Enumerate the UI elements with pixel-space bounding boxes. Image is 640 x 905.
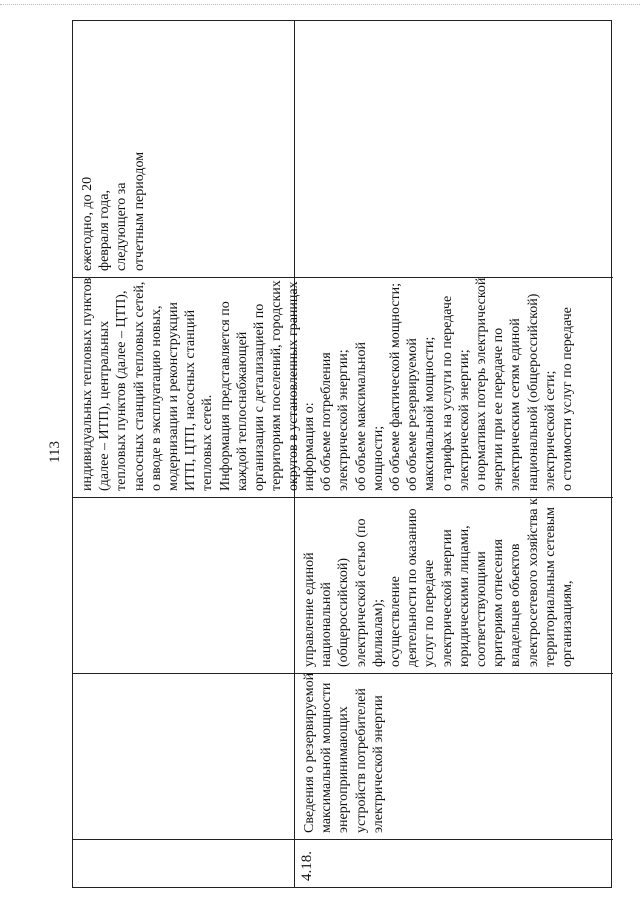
cont-information-line: индивидуальных тепловых пунктов	[80, 277, 95, 491]
row-responsible-line: осуществление	[388, 576, 404, 667]
cont-information-line: округов в установленных границах	[286, 281, 302, 491]
row-name-line: электрической энергии	[370, 695, 386, 833]
cont-information-line: организации с детализацией по	[252, 303, 268, 491]
cont-information-cell	[73, 277, 302, 497]
cont-information-line: тепловых сетей.	[200, 394, 216, 491]
row-information-line: электрической сети;	[542, 370, 558, 491]
cont-number-cell	[73, 839, 294, 887]
cont-period-line: следующего за	[114, 182, 130, 271]
row-name-cell	[295, 673, 613, 839]
row-responsible-line: деятельности по оказанию	[405, 508, 421, 667]
cont-information-line: о вводе в эксплуатацию новых,	[148, 305, 164, 491]
row-responsible-line: электрической сетью (по	[353, 518, 369, 667]
row-responsible-line: электросетевого хозяйства к	[525, 498, 541, 667]
row-responsible-line: соответствующими	[474, 551, 490, 667]
row-responsible-line: территориальным сетевым	[542, 506, 558, 667]
row-information-line: мощности;	[370, 425, 386, 491]
top-dotted-rule	[0, 4, 640, 5]
row-responsible-line: (общероссийской)	[336, 558, 352, 667]
row-information-line: о стоимости услуг по передаче	[560, 307, 576, 491]
cont-responsible-cell	[73, 497, 294, 673]
rotated-table-area	[72, 20, 612, 888]
table-row	[295, 21, 613, 887]
cont-period-line: ежегодно, до 20	[80, 176, 95, 271]
cont-information-line: модернизации и реконструкции	[166, 302, 182, 491]
continuation-row	[73, 21, 302, 887]
cont-period-line: отчетным периодом	[131, 151, 147, 271]
row-responsible-line: владельцев объектов	[508, 543, 524, 667]
row-information-line: об объеме резервируемой	[405, 338, 421, 491]
row-information-line: максимальной мощности;	[422, 336, 438, 491]
row-number: 4.18.	[295, 839, 613, 887]
row-responsible-line: управление единой	[302, 552, 317, 667]
row-information-line: электрическим сетям единой	[508, 318, 524, 491]
row-responsible-line: организациям,	[560, 580, 576, 667]
row-period-cell	[295, 19, 613, 277]
data-table	[72, 20, 612, 888]
row-information-line: об объеме фактической мощности;	[388, 282, 404, 491]
row-responsible-line: филиалам);	[370, 599, 386, 667]
row-information-line: электрической энергии;	[456, 349, 472, 491]
cont-information-line: территориям поселений, городских	[269, 280, 285, 491]
row-information-cell	[295, 277, 613, 497]
row-responsible-line: услуг по передаче	[422, 559, 438, 667]
cont-name-cell	[73, 673, 294, 839]
cont-period-line: февраля года,	[97, 190, 113, 271]
cont-information-line: тепловых пунктов (далее – ЦТП),	[114, 290, 130, 491]
row-information-line: об объеме потребления	[319, 352, 335, 491]
row-name-line: максимальной мощности	[319, 682, 335, 833]
row-information-line: о нормативах потерь электрической	[474, 277, 490, 491]
row-responsible-line: юридическими лицами,	[456, 525, 472, 667]
row-information-line: электрической энергии;	[336, 349, 352, 491]
row-information-line: о тарифах на услуги по передаче	[439, 295, 455, 491]
row-information-line: национальной (общероссийской)	[525, 293, 541, 491]
row-responsible-line: электрической энергии	[439, 529, 455, 667]
row-responsible-line: критериям отнесения	[491, 539, 507, 667]
cont-period-cell	[73, 19, 294, 277]
row-information-line: энергии при ее передаче по	[491, 327, 507, 491]
cont-information-line: Информация представляется по	[217, 301, 233, 491]
page-number: 113	[47, 441, 63, 463]
row-responsible-cell	[295, 497, 613, 673]
cont-information-line: насосных станций тепловых сетей,	[131, 281, 147, 491]
row-information-line: информация о:	[302, 402, 317, 491]
cont-information-line: (далее – ИТП), центральных	[97, 320, 113, 491]
cont-information-line: ИТП, ЦТП, насосных станций	[183, 309, 199, 491]
row-name-line: Сведения о резервируемой	[302, 672, 317, 833]
row-name-line: энергопринимающих	[336, 706, 352, 833]
row-name-line: устройств потребителей	[353, 688, 369, 833]
row-information-line: об объеме максимальной	[353, 341, 369, 491]
row-responsible-line: национальной	[319, 582, 335, 667]
cont-information-line: каждой теплоснабжающей	[234, 331, 250, 491]
